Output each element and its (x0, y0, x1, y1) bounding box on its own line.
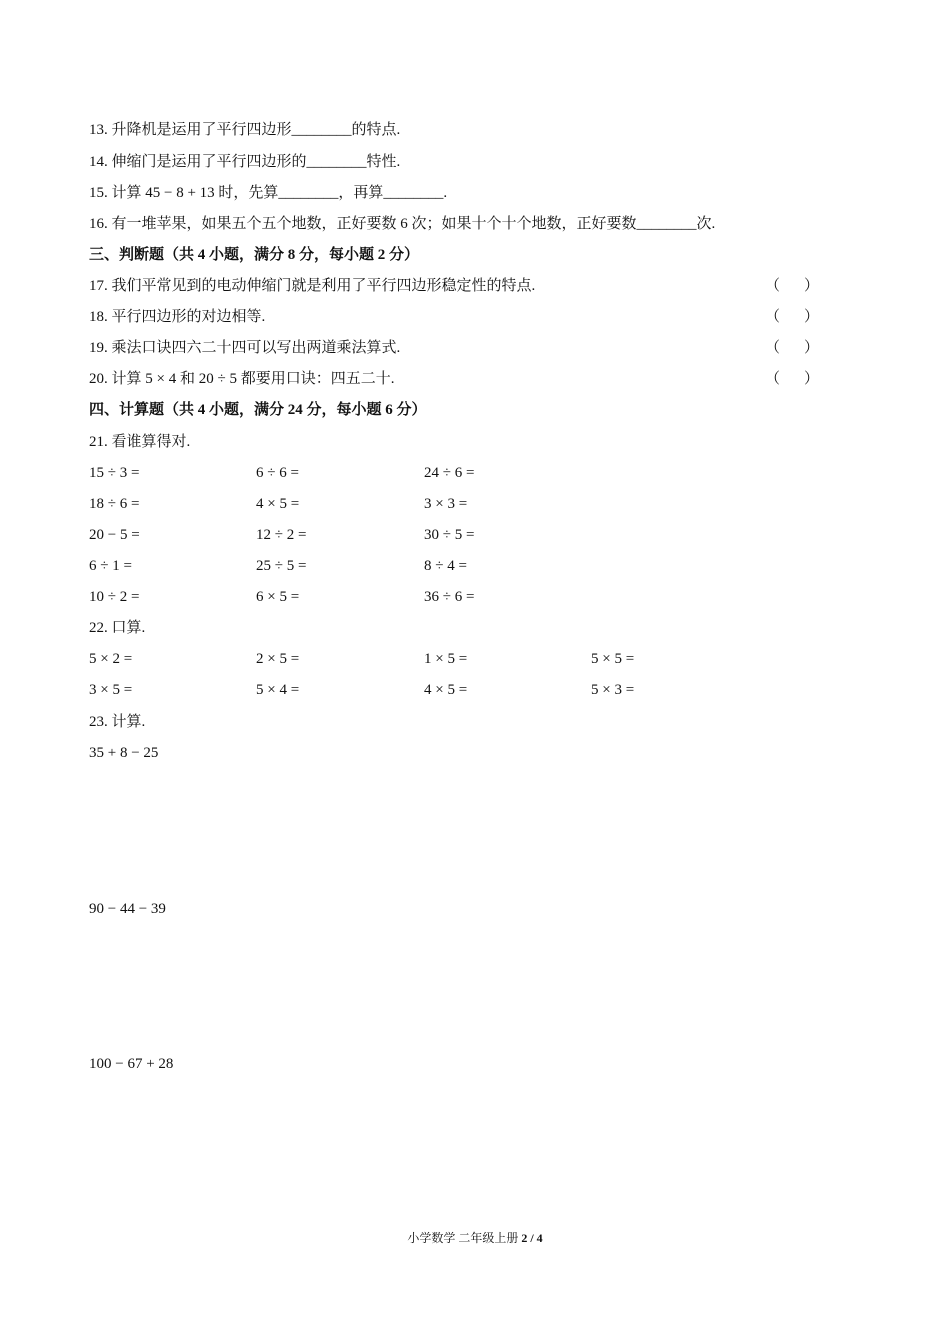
page-number: 2 / 4 (521, 1231, 543, 1245)
calc-item: 4 × 5 = (256, 496, 300, 512)
calc-item: 5 × 5 = (591, 651, 635, 667)
paren-close: ） (803, 278, 819, 294)
calc-expression-2: 90 − 44 − 39 (89, 901, 166, 917)
question-21-title: 21. 看谁算得对. (89, 434, 191, 450)
calc-item: 25 ÷ 5 = (256, 558, 307, 574)
answer-paren-19 (765, 338, 819, 358)
question-18: 18. 平行四边形的对边相等. (89, 309, 266, 325)
question-14: 14. 伸缩门是运用了平行四边形的________特性. (89, 154, 401, 170)
calc-item: 5 × 4 = (256, 682, 300, 698)
calc-expression-3: 100 − 67 + 28 (89, 1056, 174, 1072)
calc-item: 10 ÷ 2 = (89, 589, 140, 605)
question-16: 16. 有一堆苹果，如果五个五个地数，正好要数 6 次；如果十个十个地数，正好要数________次. (89, 216, 716, 232)
calc-item: 1 × 5 = (424, 651, 468, 667)
calc-item: 24 ÷ 6 = (424, 465, 475, 481)
question-19: 19. 乘法口诀四六二十四可以写出两道乘法算式. (89, 340, 401, 356)
calc-item: 18 ÷ 6 = (89, 496, 140, 512)
answer-paren-17 (765, 276, 819, 296)
question-22-title: 22. 口算. (89, 620, 146, 636)
calc-item: 3 × 5 = (89, 682, 133, 698)
question-20: 20. 计算 5 × 4 和 20 ÷ 5 都要用口诀：四五二十. (89, 371, 395, 387)
section-3-title: 三、判断题（共 4 小题，满分 8 分，每小题 2 分） (89, 247, 420, 263)
calc-item: 12 ÷ 2 = (256, 527, 307, 543)
calc-item: 6 ÷ 1 = (89, 558, 132, 574)
section-4-title: 四、计算题（共 4 小题，满分 24 分，每小题 6 分） (89, 402, 427, 418)
calc-item: 3 × 3 = (424, 496, 468, 512)
calc-item: 5 × 3 = (591, 682, 635, 698)
calc-item: 6 × 5 = (256, 589, 300, 605)
paren-open: （ (765, 340, 781, 356)
paren-open: （ (765, 278, 781, 294)
question-13: 13. 升降机是运用了平行四边形________的特点. (89, 122, 401, 138)
calc-item: 15 ÷ 3 = (89, 465, 140, 481)
calc-item: 36 ÷ 6 = (424, 589, 475, 605)
answer-paren-20 (765, 369, 819, 389)
calc-item: 8 ÷ 4 = (424, 558, 467, 574)
calc-item: 4 × 5 = (424, 682, 468, 698)
calc-item: 30 ÷ 5 = (424, 527, 475, 543)
paren-open: （ (765, 371, 781, 387)
question-15: 15. 计算 45 − 8 + 13 时，先算________，再算________. (89, 185, 448, 201)
calc-item: 2 × 5 = (256, 651, 300, 667)
answer-paren-18 (765, 307, 819, 327)
calc-item: 5 × 2 = (89, 651, 133, 667)
page-footer (0, 1229, 950, 1246)
paren-close: ） (803, 340, 819, 356)
question-23-title: 23. 计算. (89, 714, 146, 730)
calc-item: 20 − 5 = (89, 527, 140, 543)
paren-close: ） (803, 371, 819, 387)
footer-text: 小学数学 二年级上册 (407, 1231, 519, 1245)
paren-close: ） (803, 309, 819, 325)
paren-open: （ (765, 309, 781, 325)
calc-item: 6 ÷ 6 = (256, 465, 299, 481)
question-17: 17. 我们平常见到的电动伸缩门就是利用了平行四边形稳定性的特点. (89, 278, 536, 294)
calc-expression-1: 35 + 8 − 25 (89, 745, 159, 761)
